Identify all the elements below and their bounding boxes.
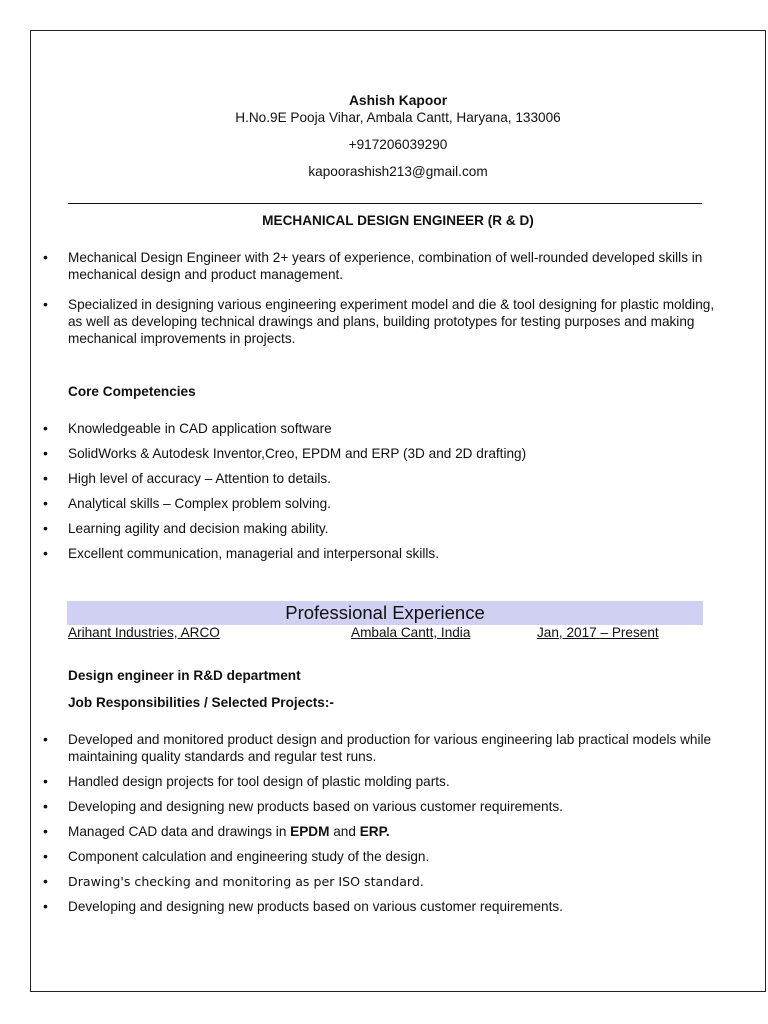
bullet-icon: • [43,773,48,789]
list-item [31,445,765,462]
bullet-icon: • [43,873,48,889]
bullet-icon: • [43,898,48,914]
list-item [31,296,765,347]
list-item [31,545,765,562]
list-item [31,798,765,815]
responsibility-text: Handled design projects for tool design of plastic molding parts. [68,774,450,789]
list-item [31,470,765,487]
role-title: Design engineer in R&D department [68,668,301,683]
responsibilities-list [31,731,765,915]
bullet-icon: • [43,520,48,536]
employment-row [68,624,668,642]
responsibility-text: Developing and designing new products based on various customer requirements. [68,899,563,914]
bullet-icon: • [43,296,48,312]
list-item [31,823,765,840]
company-name: Arihant Industries, ARCO [68,625,220,640]
bullet-icon: • [43,798,48,814]
competency-text: High level of accuracy – Attention to details. [68,471,331,486]
bullet-icon: • [43,848,48,864]
responsibility-text: Drawing's checking and monitoring as per ISO standard. [68,874,424,889]
cad-item-erp: ERP. [359,824,390,839]
list-item [31,420,765,437]
summary-text: Specialized in designing various engineering experiment model and die & tool designing for plastic molding, as well as developing technical drawings and plans, building prototypes for testing purposes and making mechanical improvements in projects. [68,297,715,346]
job-title: MECHANICAL DESIGN ENGINEER (R & D) [262,213,534,228]
header-divider [68,203,702,204]
bullet-icon: • [43,495,48,511]
cad-item-epdm: EPDM [290,824,330,839]
responsibility-text: Developed and monitored product design and production for various engineering lab practical models while maintaining quality standards and regular test runs. [68,732,712,764]
list-item [31,848,765,865]
responsibility-text: Component calculation and engineering study of the design. [68,849,430,864]
company-location: Ambala Cantt, India [351,625,471,640]
summary-text: Mechanical Design Engineer with 2+ years of experience, combination of well-rounded developed skills in mechanical design and product management. [68,250,703,282]
list-item [31,873,765,890]
bullet-icon: • [43,249,48,265]
responsibilities-heading: Job Responsibilities / Selected Projects:- [68,695,334,710]
competencies-list [31,420,765,562]
employment-dates: Jan, 2017 – Present [537,625,659,640]
competency-text: SolidWorks & Autodesk Inventor,Creo, EPDM and ERP (3D and 2D drafting) [68,446,527,461]
list-item [31,495,765,512]
resume-page [30,30,766,992]
responsibility-text: Developing and designing new products based on various customer requirements. [68,799,563,814]
competencies-heading: Core Competencies [68,384,196,399]
competency-text: Learning agility and decision making ability. [68,521,329,536]
list-item [31,249,765,283]
list-item [31,731,765,765]
list-item [31,520,765,537]
cad-item-prefix: Managed CAD data and drawings in [68,824,291,839]
list-item [31,773,765,790]
experience-heading: Professional Experience [67,601,703,625]
bullet-icon: • [43,823,48,839]
bullet-icon: • [43,470,48,486]
competency-text: Analytical skills – Complex problem solving. [68,496,331,511]
candidate-name: Ashish Kapoor [348,93,448,108]
candidate-address: H.No.9E Pooja Vihar, Ambala Cantt, Haryana, 133006 [235,110,561,125]
list-item [31,898,765,915]
bullet-icon: • [43,445,48,461]
cad-item-middle: and [329,824,360,839]
bullet-icon: • [43,545,48,561]
summary-list [31,249,765,347]
competency-text: Knowledgeable in CAD application software [68,421,332,436]
responsibility-text [68,824,390,839]
bullet-icon: • [43,731,48,747]
bullet-icon: • [43,420,48,436]
candidate-phone: +917206039290 [348,137,448,152]
candidate-email: kapoorashish213@gmail.com [308,164,488,179]
competency-text: Excellent communication, managerial and interpersonal skills. [68,546,439,561]
